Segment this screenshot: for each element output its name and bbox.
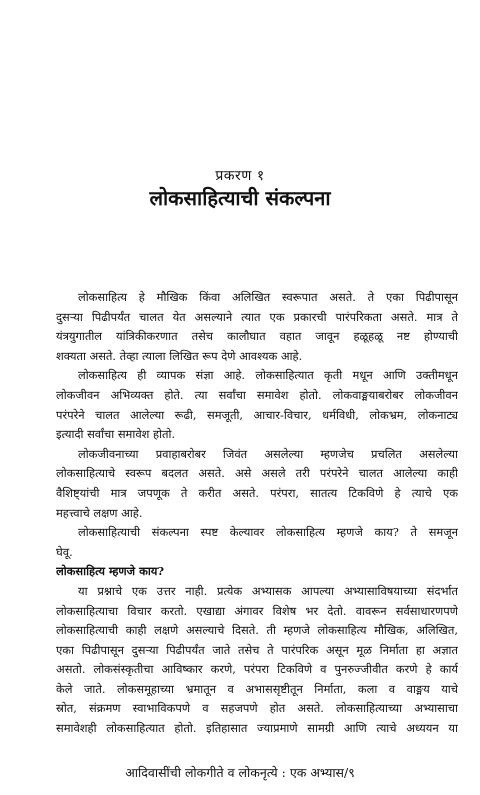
text-line: लोकसाहित्याची संकल्पना स्पष्ट केल्यावर लोकसाहित्य म्हणजे काय? ते समजून [78, 525, 458, 540]
text-line: लोकसाहित्य ही व्यापक संज्ञा आहे. लोकसाहित्यात कृती मधून आणि उक्तीमधून [78, 368, 458, 383]
text-line: महत्त्वाचे लक्षण आहे. [56, 505, 143, 520]
text-line: लोकजीवन अभिव्यक्त होते. त्या सर्वांचा समावेश होतो. लोकवाङ्मयाबरोबर लोकजीवन [56, 387, 458, 402]
text-line: लोकजीवनाच्या प्रवाहाबरोबर जिवंत असलेल्या म्हणजेच प्रचलित असलेल्या [78, 446, 458, 461]
text-line: लोकसाहित्याचा विचार करतो. एखाद्या अंगावर विशेष भर देतो. वावरून सर्वसाधारणपणे [56, 603, 458, 618]
page-footer: आदिवासींची लोकगीते व लोकनृत्ये : एक अभ्यास/९ [125, 765, 355, 780]
text-line: घेवू. [56, 544, 73, 559]
text-line: यंत्रयुगातील यांत्रिकीकरणात तसेच कालौघात वहात जावून हळूहळू नष्ट होण्याची [56, 329, 458, 344]
text-line: एका पिढीपासून दुसऱ्या पिढीपर्यंत जाते तसेच ते पारंपरिक असून मूळ निर्माता हा अज्ञात [56, 642, 458, 657]
body-text [56, 288, 458, 739]
chapter-title: लोकसाहित्याची संकल्पना [149, 186, 331, 210]
text-line: दुसऱ्या पिढीपर्यंत चालत येत असल्याने त्यात एक प्रकारची पारंपरिकता असते. मात्र ते [56, 309, 458, 324]
text-line: केले जाते. लोकसमूहाच्या भ्रमातून व अभाससृष्टीतून निर्माता, कला व वाङ्मय याचे [56, 681, 458, 696]
chapter-label: प्रकरण १ [215, 168, 265, 184]
text-line: लोकसाहित्य हे मौखिक किंवा अलिखित स्वरूपात असते. ते एका पिढीपासून [78, 290, 458, 304]
section-heading: लोकसाहित्य म्हणजे काय? [56, 564, 165, 579]
text-line: लोकसाहित्याची काही लक्षणे असल्याचे दिसते. ती म्हणजे लोकसाहित्य मौखिक, अलिखित, [56, 623, 458, 638]
text-line: वैशिष्ट्यांची मात्र जपणूक ते करीत असते. परंपरा, सातत्य टिकविणे हे त्याचे एक [56, 485, 458, 500]
text-line: परंपरेने चालत आलेल्या रूढी, समजूती, आचार-विचार, धर्मविधी, लोकभ्रम, लोकनाट्य [56, 407, 458, 422]
text-line: लोकसाहित्याचे स्वरूप बदलत असते. असे असले तरी परंपरेने चालत आलेल्या काही [56, 466, 458, 481]
text-line: समावेशही लोकसाहित्यात होतो. इतिहासात ज्याप्रमाणे सामग्री आणि त्याचे अध्ययन या [56, 721, 458, 736]
text-line: शक्यता असते. तेव्हा त्याला लिखित रूप देणे आवश्यक आहे. [56, 348, 303, 363]
text-line: इत्यादी सर्वांचा समावेश होतो. [56, 427, 176, 442]
text-line: स्रोत, संक्रमण स्वाभाविकपणे व सहजपणे होत असते. लोकसाहित्याच्या अभ्यासाचा [56, 701, 458, 716]
text-line: असतो. लोकसंस्कृतीचा आविष्कार करणे, परंपरा टिकविणे व पुनरुज्जीवीत करणे हे कार्य [56, 662, 458, 677]
text-line: या प्रश्नाचे एक उत्तर नाही. प्रत्येक अभ्यासक आपल्या अभ्यासाविषयाच्या संदर्भात [78, 583, 458, 598]
